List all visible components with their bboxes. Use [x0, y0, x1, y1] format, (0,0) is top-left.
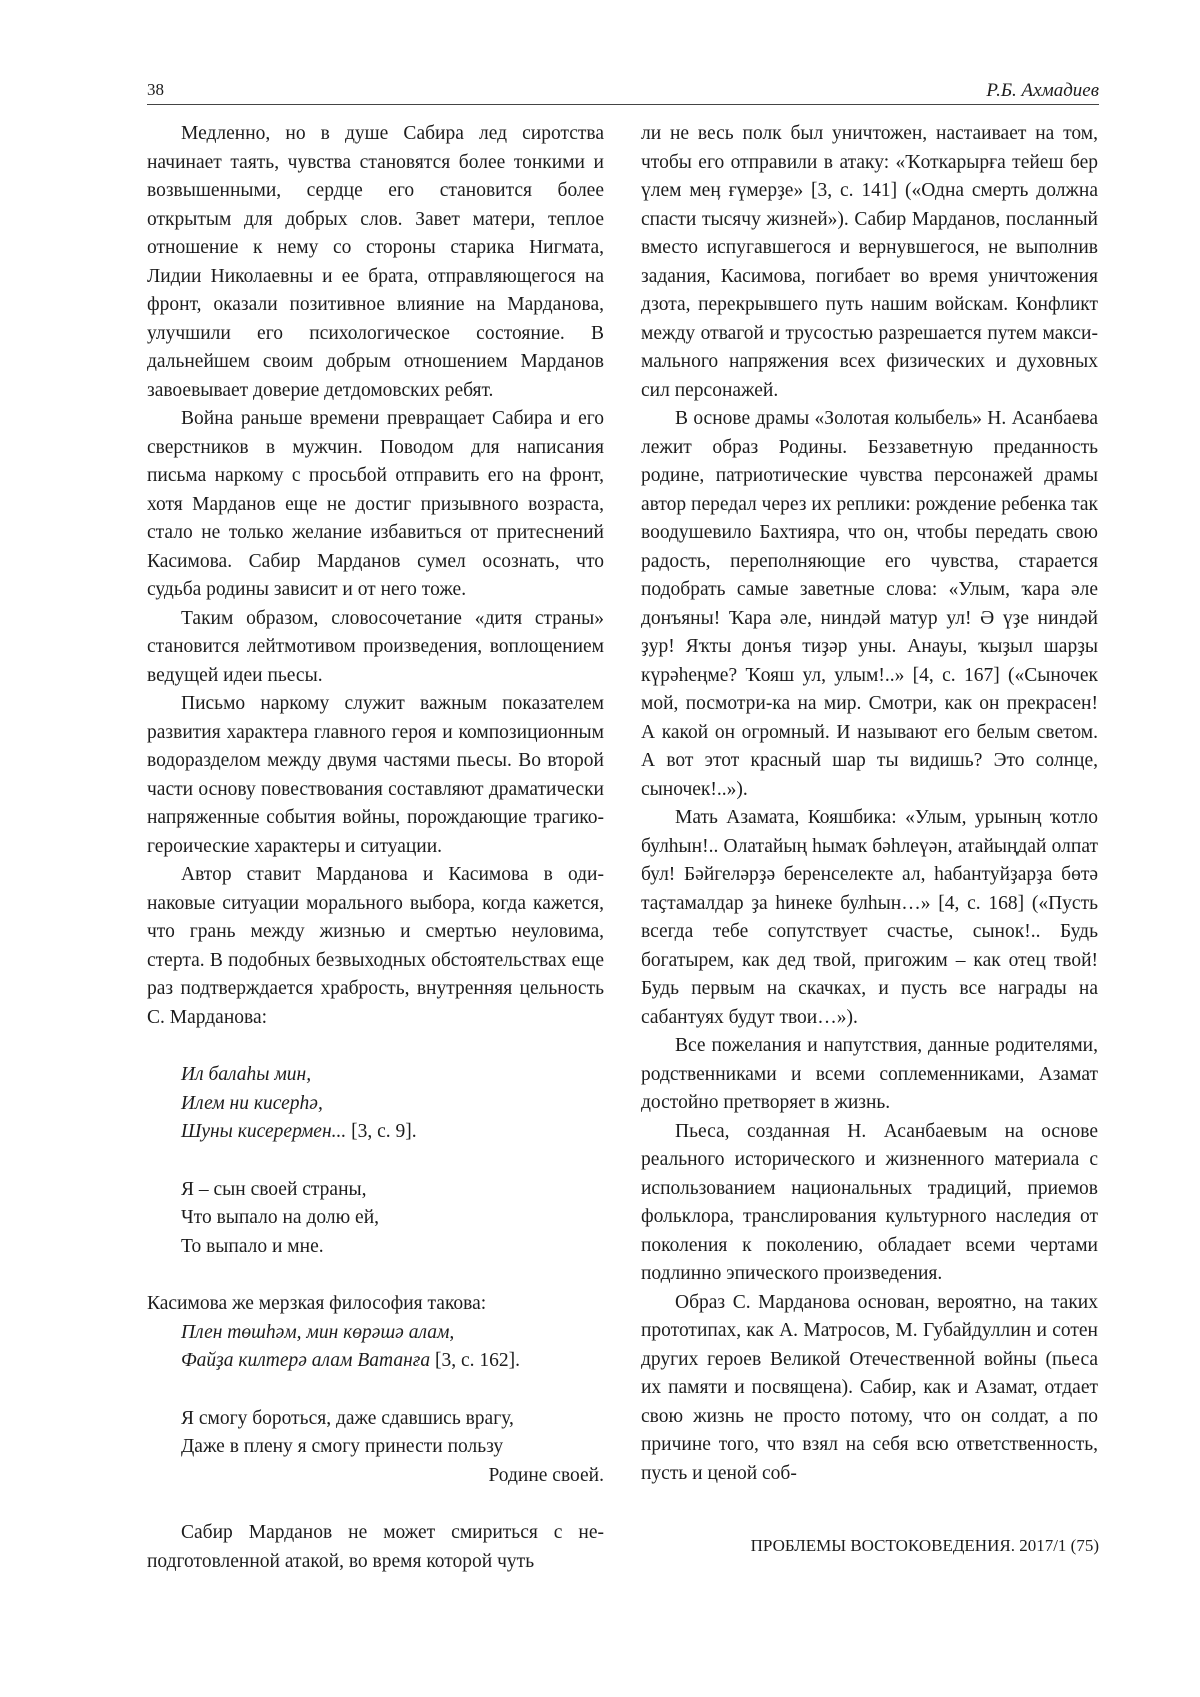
verse-bashkir-1	[147, 1061, 604, 1147]
verse-line-text: Файҙа килтерә алам Ватанға	[181, 1350, 431, 1371]
verse-line	[181, 1118, 604, 1147]
paragraph: Война раньше времени превращает Сабира и его сверстников в мужчин. Поводом для написания письма наркому с просьбой отправить его на фронт, хотя Марданов еще не достиг призывного возраста, стало не только желание избавиться от притеснений Касимова. Сабир Марданов сумел осознать, что судьба родины зависит и от него тоже.	[147, 408, 604, 600]
citation: [3, с. 162].	[430, 1350, 521, 1371]
verse-russian-2	[147, 1405, 604, 1491]
verse-line: Ил балаһы мин,	[181, 1064, 312, 1085]
paragraph: Медленно, но в душе Сабира лед сиротства начинает таять, чувства становятся более тонкими и возвышенными, сердце его становится более открытым для добрых слов. Завет матери, теплое отношение к нему со стороны старика Нигмата, Лидии Николаевны и ее брата, отправляющегося на фронт, оказали позитивное влияние на Марданова, улучшили его психологическое состояние. В дальнейшем своим добрым отношением Марданов завоевывает доверие детдомовских ребят.	[147, 123, 604, 401]
verse-line-text: Шуны кисерермен...	[181, 1121, 347, 1142]
verse-line: Даже в плену я смогу принести пользу	[181, 1436, 504, 1457]
verse-line: Я – сын своей страны,	[181, 1178, 367, 1200]
paragraph: Образ С. Марданова основан, вероятно, на таких прототипах, как А. Матросов, М. Губайдуллин и сотен других героев Великой Отечественной войны (пьеса их памяти и посвящена). Сабир, как и Азамат, отдает свою жизнь не просто потому, что он солдат, а по причине того, что взял на себя всю ответственность, пусть и ценой соб-	[641, 1291, 1098, 1484]
paragraph: Пьеса, созданная Н. Асанбаевым на основе реального исторического и жизненного материала с использованием национальных традиций, приемов фольклора, транслирования культурного наследия от поколения к поколению, обладает всеми чертами подлинно эпического произведения.	[641, 1120, 1098, 1284]
paragraph: В основе драмы «Золотая колыбель» Н. Асанбаева лежит образ Родины. Беззаветную преданность родине, патриотические чувства персонажей драмы автор передал через их реплики: рождение ребенка так воодушевило Бахтияра, что он, чтобы передать свою радость, переполняющие его чувства, старается подобрать самые заветные слова: «Улым, ҡара әле донъяны! Ҡара әле, ниндәй матур ул! Ә үҙе ниндәй ҙур! Яҡты донъя тиҙәр уны. Анауы, ҡыҙыл шарҙы күрәһеңме? Ҡояш ул, улым!..» [4, с. 167] («Сыночек мой, посмотри-ка на мир. Смотри, как он прекрасен! А какой он огромный. И называют его белым светом. А вот этот красный шар ты видишь? Это солнце, сыночек!..»).	[641, 408, 1098, 800]
right-column	[641, 120, 1098, 1488]
paragraph: Сабир Марданов не может смириться с неподготовленной атакой, во время которой чуть	[147, 1522, 604, 1572]
verse-line: Я смогу бороться, даже сдавшись врагу,	[181, 1407, 514, 1429]
verse-line: Плен төшһәм, мин көрәшә алам,	[181, 1321, 455, 1343]
verse-line: Илем ни кисерһә,	[181, 1092, 323, 1114]
paragraph: Письмо наркому служит важным показателем развития характера главного героя и композиционным водоразделом между двумя частями пьесы. Во второй части основу повествования составляют драматически напряженные события войны, порождающие трагико-героические характеры и ситуации.	[147, 693, 604, 857]
citation: [3, с. 9].	[346, 1121, 417, 1142]
verse-line: Родине своей.	[488, 1464, 604, 1486]
paragraph: Таким образом, словосочетание «дитя страны» становится лейтмотивом произведения, воплощением ведущей идеи пьесы.	[147, 607, 604, 686]
running-header-author: Р.Б. Ахмадиев	[986, 80, 1099, 101]
verse-russian-1	[147, 1176, 604, 1262]
verse-line: То выпало и мне.	[181, 1235, 324, 1257]
verse-bashkir-2	[147, 1319, 604, 1376]
verse-line	[181, 1347, 604, 1376]
paragraph: ли не весь полк был уничтожен, настаивает на том, чтобы его отправили в атаку: «Ҡоткарырға тейеш бер үлем меӊ ғүмерҙе» [3, с. 141] («Одна смерть должна спасти тысячу жизней»). Сабир Марданов, посланный вместо испугавшегося и вернувшегося, не выполнив задания, Касимова, погибает во время уничтожения дзота, перекрывшего путь нашим войскам. Конфликт между отвагой и трусостью разрешается путем максимального напряжения всех физических и духовных сил персонажей.	[641, 123, 1098, 401]
header-rule	[147, 104, 1099, 105]
paragraph: Мать Азамата, Кояшбика: «Улым, урының ҡотло булһын!.. Олатайың һымаҡ бәһлеүән, атайыңдай олпат бул! Бәйгеләрҙә беренселекте ал, һабантуйҙарҙа бөтә таҫтамалдар ҙа һинеке булһын…» [4, с. 168] («Пусть всегда тебе сопутствует счастье, сынок!.. Будь богатырем, как дед твой, пригожим – как отец твой! Будь первым на скачках, и пусть все награды на сабантуях будут твои…»).	[641, 807, 1098, 1028]
paragraph: Все пожелания и напутствия, данные родителями, родственниками и всеми соплеменниками, Азамат достойно претворяет в жизнь.	[641, 1035, 1098, 1113]
page-number: 38	[147, 80, 164, 99]
left-column	[147, 120, 604, 1576]
journal-footer: ПРОБЛЕМЫ ВОСТОКОВЕДЕНИЯ. 2017/1 (75)	[750, 1536, 1099, 1555]
verse-line: Что выпало на долю ей,	[181, 1207, 380, 1228]
kasimov-intro: Касимова же мерзкая философия такова:	[147, 1293, 487, 1314]
paragraph: Автор ставит Марданова и Касимова в одинаковые ситуации морального выбора, когда кажется, что грань между жизнью и смертью неуловима, стерта. В подобных безвыходных обстоятельствах еще раз подтверждается храбрость, внутренняя цельность С. Марданова:	[147, 864, 604, 1028]
